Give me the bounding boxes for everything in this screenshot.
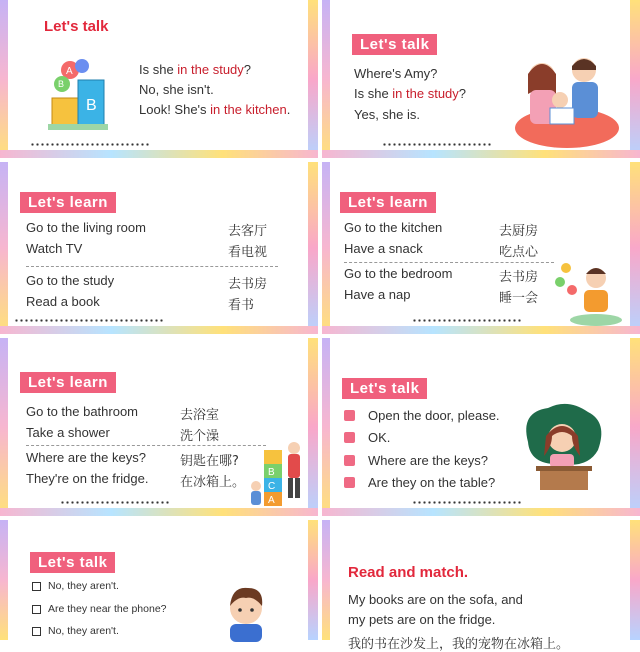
- s2-line-1: Where's Amy?: [354, 66, 438, 81]
- s1-line-3: Look! She's in the kitchen.: [139, 102, 291, 117]
- s6-item-3: Where are the keys?: [368, 453, 488, 468]
- s4-en-4: Have a nap: [344, 287, 411, 302]
- slide-6: [322, 338, 640, 516]
- s1-line-2: No, she isn't.: [139, 82, 214, 97]
- s4-cn-3: 去书房: [499, 270, 539, 285]
- slide-7-tag: Let's talk: [30, 552, 115, 573]
- s4-en-1: Go to the kitchen: [344, 220, 443, 235]
- s8-line-2: my pets are on the fridge.: [348, 612, 496, 627]
- s5-cn-3: 钥匙在哪?: [180, 454, 239, 469]
- s3-en-4: Read a book: [26, 294, 100, 309]
- girl-with-plant-illustration: [518, 402, 608, 502]
- kids-building-blocks-illustration: [250, 442, 310, 512]
- slide-6-tag: Let's talk: [342, 378, 427, 399]
- slide-1-heading: Let's talk: [44, 18, 109, 35]
- s8-line-3: 我的书在沙发上，我的宠物在冰箱上。: [348, 637, 570, 652]
- slide-4: [322, 162, 640, 334]
- boy-juggling-illustration: [554, 260, 624, 330]
- s7-item-1: No, they aren't.: [48, 580, 119, 592]
- s5-cn-1: 去浴室: [180, 408, 220, 423]
- s6-item-4: Are they on the table?: [368, 475, 496, 490]
- s6-item-2: OK.: [368, 430, 391, 445]
- s4-cn-4: 睡一会: [499, 291, 539, 306]
- s8-line-1: My books are on the sofa, and: [348, 592, 523, 607]
- s3-en-2: Watch TV: [26, 241, 83, 256]
- s5-en-1: Go to the bathroom: [26, 404, 139, 419]
- slide-7: [0, 520, 318, 640]
- slide-3: [0, 162, 318, 334]
- slide-8: [322, 520, 640, 652]
- svg-text:B: B: [86, 97, 97, 114]
- s7-item-2: Are they near the phone?: [48, 603, 167, 615]
- slide-4-tag: Let's learn: [340, 192, 436, 213]
- block-letter: C: [268, 481, 276, 492]
- slide-5-tag: Let's learn: [20, 372, 116, 393]
- slide-1: [0, 0, 318, 158]
- family-reading-illustration: [512, 50, 622, 150]
- s3-cn-1: 去客厅: [228, 224, 268, 239]
- s5-en-2: Take a shower: [26, 425, 110, 440]
- abc-books-illustration: [48, 52, 118, 132]
- slide-2-tag: Let's talk: [352, 34, 437, 55]
- s5-cn-4: 在冰箱上。: [180, 475, 246, 490]
- boy-thinking-illustration: [222, 582, 272, 642]
- slide-2: [322, 0, 640, 158]
- s3-cn-3: 去书房: [228, 277, 268, 292]
- s4-en-3: Go to the bedroom: [344, 266, 453, 281]
- s1-line-1: Is she in the study?: [139, 62, 252, 77]
- svg-text:A: A: [66, 66, 73, 77]
- s2-line-2: Is she in the study?: [354, 86, 467, 101]
- s7-item-3: No, they aren't.: [48, 625, 119, 637]
- svg-text:B: B: [58, 79, 65, 89]
- block-letter: B: [268, 467, 275, 478]
- s4-cn-2: 吃点心: [499, 245, 539, 260]
- s5-en-3: Where are the keys?: [26, 450, 146, 465]
- s2-line-3: Yes, she is.: [354, 107, 421, 122]
- s3-cn-4: 看书: [228, 298, 255, 313]
- s3-en-1: Go to the living room: [26, 220, 146, 235]
- s4-en-2: Have a snack: [344, 241, 423, 256]
- slide-3-tag: Let's learn: [20, 192, 116, 213]
- s5-en-4: They're on the fridge.: [26, 471, 149, 486]
- slide-8-heading: Read and match.: [348, 564, 469, 581]
- s4-cn-1: 去厨房: [499, 224, 539, 239]
- block-letter: A: [268, 495, 275, 506]
- slide-5: [0, 338, 318, 516]
- s6-item-1: Open the door, please.: [368, 408, 500, 423]
- s3-cn-2: 看电视: [228, 245, 268, 260]
- s5-cn-2: 洗个澡: [180, 429, 220, 444]
- s3-en-3: Go to the study: [26, 273, 115, 288]
